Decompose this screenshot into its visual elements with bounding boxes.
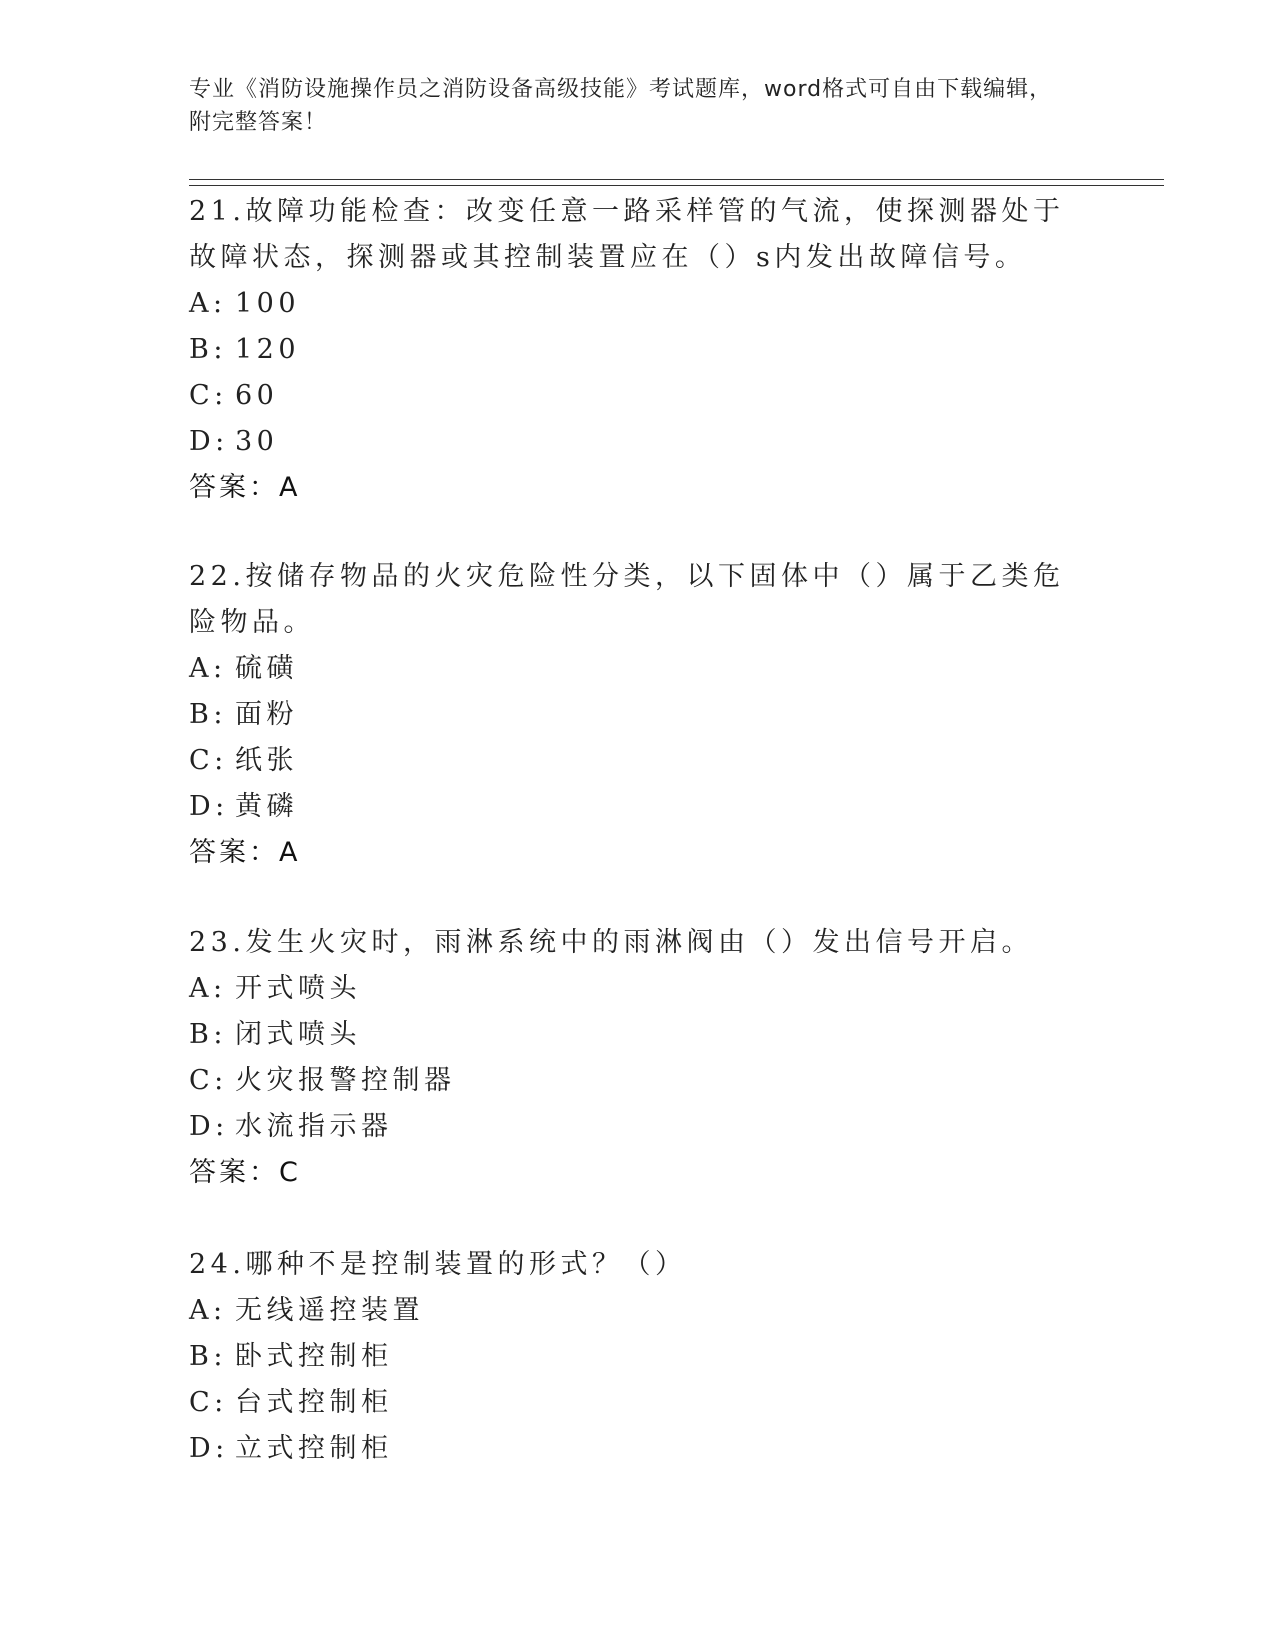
question-23 [189,920,1089,1196]
option-letter: C: [189,380,228,411]
option-letter: B: [189,334,227,365]
option-letter: D: [189,1433,229,1464]
option-c [189,738,1089,784]
option-letter: B: [189,1019,227,1050]
option-text: 开式喷头 [235,973,361,1004]
option-letter: C: [189,745,228,776]
option-a [189,646,1089,692]
option-a [189,1288,1089,1334]
question-22 [189,554,1089,876]
option-letter: C: [189,1065,228,1096]
option-letter: D: [189,426,229,457]
option-text: 纸张 [235,745,298,776]
question-stem: 22.按储存物品的火灾危险性分类，以下固体中（）属于乙类危险物品。 [189,561,1065,638]
option-text: 水流指示器 [235,1111,393,1142]
option-text: 硫磺 [235,653,298,684]
option-c [189,1058,1089,1104]
option-text: 100 [235,288,301,319]
option-letter: B: [189,1341,227,1372]
question-24 [189,1242,1089,1472]
option-a [189,966,1089,1012]
answer-line: 答案：A [189,472,301,503]
option-list [189,281,1089,465]
answer-line: 答案：A [189,837,301,868]
answer-line: 答案：C [189,1157,301,1188]
option-letter: A: [189,653,227,684]
option-letter: A: [189,973,227,1004]
option-letter: C: [189,1387,228,1418]
option-text: 面粉 [235,699,298,730]
option-b [189,692,1089,738]
question-stem: 23.发生火灾时，雨淋系统中的雨淋阀由（）发出信号开启。 [189,927,1033,958]
option-list [189,966,1089,1150]
option-letter: D: [189,791,229,822]
option-letter: A: [189,1295,227,1326]
option-text: 闭式喷头 [235,1019,361,1050]
option-text: 60 [235,380,279,411]
option-d [189,1104,1089,1150]
question-stem: 24.哪种不是控制装置的形式？（） [189,1249,687,1280]
option-text: 卧式控制柜 [235,1341,393,1372]
option-b [189,1334,1089,1380]
option-d [189,784,1089,830]
option-text: 火灾报警控制器 [235,1065,456,1096]
option-text: 立式控制柜 [235,1433,393,1464]
option-letter: D: [189,1111,229,1142]
question-stem: 21.故障功能检查：改变任意一路采样管的气流，使探测器处于故障状态，探测器或其控制装置应在（）s内发出故障信号。 [189,196,1065,273]
header-note: 专业《消防设施操作员之消防设备高级技能》考试题库，word格式可自由下载编辑，附完整答案！ [189,77,1053,135]
option-a [189,281,1089,327]
option-list [189,646,1089,830]
option-list [189,1288,1089,1472]
option-text: 无线遥控装置 [235,1295,424,1326]
option-text: 30 [235,426,279,457]
header-divider-top [189,179,1164,180]
option-d [189,419,1089,465]
option-c [189,1380,1089,1426]
option-c [189,373,1089,419]
header-divider-bottom [189,185,1164,186]
option-letter: B: [189,699,227,730]
question-21 [189,189,1089,511]
option-b [189,327,1089,373]
option-b [189,1012,1089,1058]
option-text: 120 [235,334,301,365]
option-letter: A: [189,288,227,319]
option-text: 黄磷 [235,791,298,822]
option-d [189,1426,1089,1472]
option-text: 台式控制柜 [235,1387,393,1418]
